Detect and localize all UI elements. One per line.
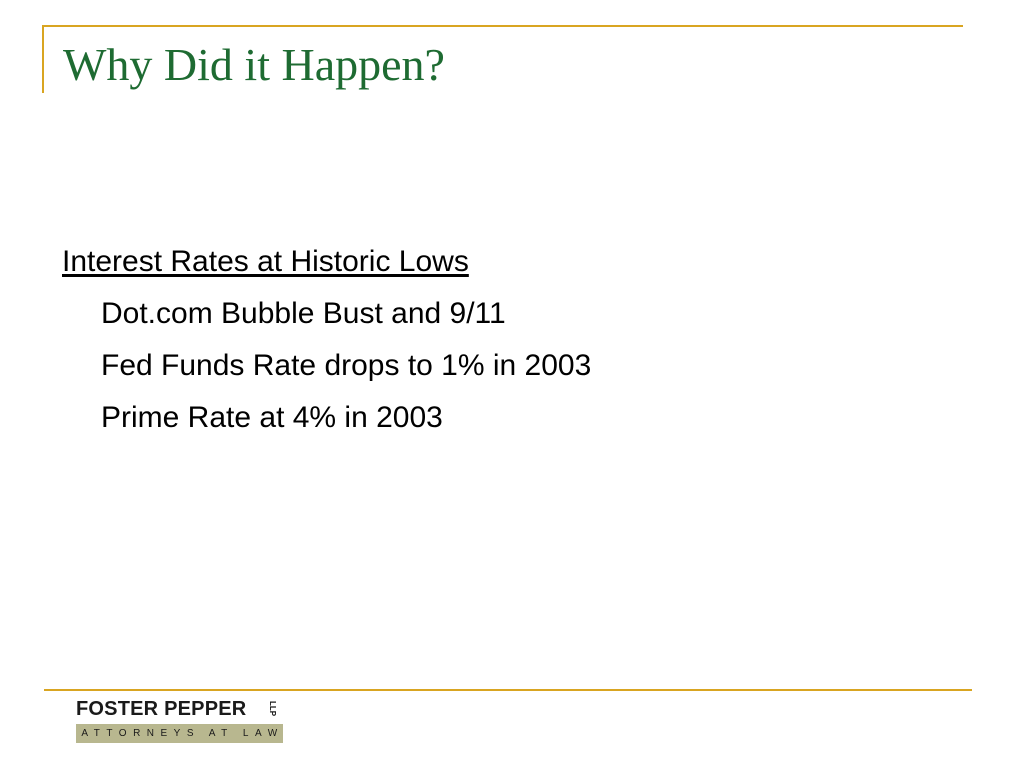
section-heading: Interest Rates at Historic Lows [62,245,469,278]
frame-left-line [42,25,44,93]
slide-body [62,236,591,444]
logo-tagline: ATTORNEYS AT LAW [81,728,284,739]
slide-title: Why Did it Happen? [63,39,445,90]
logo-tagline-band [76,724,283,743]
logo-llp: LLP [268,701,277,717]
foster-pepper-logo [76,697,288,747]
bullet-item: Fed Funds Rate drops to 1% in 2003 [101,349,592,382]
logo-wordmark: FOSTER PEPPER [76,698,247,720]
bullet-item: Prime Rate at 4% in 2003 [101,401,443,434]
frame-top-line [42,25,963,27]
bullet-item: Dot.com Bubble Bust and 9/11 [101,297,506,330]
footer-rule [44,689,972,691]
